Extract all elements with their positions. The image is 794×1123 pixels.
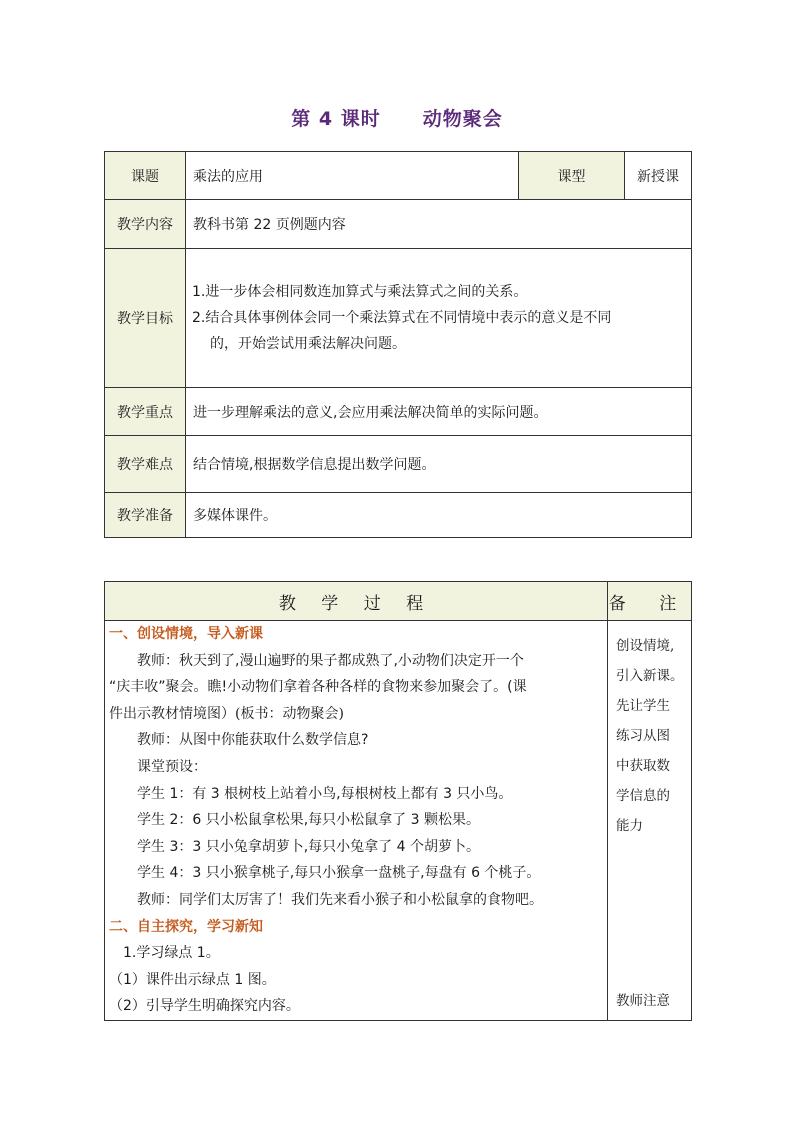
process-content <box>105 621 608 1021</box>
page-title <box>0 104 794 131</box>
note-line: 练习从图 <box>616 728 670 744</box>
type-label: 课型 <box>519 152 625 200</box>
process-line: 课堂预设： <box>137 758 207 775</box>
note-line: 能力 <box>616 818 643 834</box>
difficulty-label: 教学难点 <box>105 436 186 493</box>
content-value: 教科书第 22 页例题内容 <box>186 200 692 249</box>
process-line: “庆丰收”聚会。瞧!小动物们拿着各种各样的食物来参加聚会了。(课 <box>109 679 527 696</box>
process-line: 教师：从图中你能获取什么数学信息? <box>137 732 369 749</box>
lesson-info-table <box>104 151 692 538</box>
process-line: 教师：秋天到了,漫山遍野的果子都成熟了,小动物们决定开一个 <box>137 652 524 669</box>
process-header-row <box>105 582 692 621</box>
row-topic <box>105 152 692 200</box>
process-body-row <box>105 621 692 1021</box>
goal-line-2: 2.结合具体事例体会同一个乘法算式在不同情境中表示的意义是不同 <box>192 310 612 326</box>
process-line: 学生 4：3 只小猴拿桃子,每只小猴拿一盘桃子,每盘有 6 个桃子。 <box>137 865 541 882</box>
process-line: （2）引导学生明确探究内容。 <box>109 998 300 1015</box>
note-line: 中获取数 <box>616 758 670 774</box>
key-label: 教学重点 <box>105 388 186 436</box>
lesson-topic: 动物聚会 <box>422 108 503 130</box>
row-content <box>105 200 692 249</box>
topic-label: 课题 <box>105 152 186 200</box>
notes-content <box>608 621 692 1021</box>
preparation-label: 教学准备 <box>105 493 186 538</box>
note-line: 先让学生 <box>616 698 670 714</box>
process-header: 教 学 过 程 <box>105 582 608 621</box>
row-key <box>105 388 692 436</box>
note-line: 引入新课。 <box>616 668 684 684</box>
process-line: （1）课件出示绿点 1 图。 <box>109 971 276 988</box>
note-line: 学信息的 <box>616 788 670 804</box>
section-1-heading: 一、创设情境，导入新课 <box>109 626 263 642</box>
process-line: 教师：同学们太厉害了！我们先来看小猴子和小松鼠拿的食物吧。 <box>137 891 543 908</box>
difficulty-value: 结合情境,根据数学信息提出数学问题。 <box>186 436 692 493</box>
row-preparation <box>105 493 692 538</box>
goal-line-1: 1.进一步体会相同数连加算式与乘法算式之间的关系。 <box>192 284 528 300</box>
process-line: 件出示教材情境图）(板书：动物聚会) <box>109 705 344 722</box>
row-difficulty <box>105 436 692 493</box>
key-value: 进一步理解乘法的意义,会应用乘法解决简单的实际问题。 <box>186 388 692 436</box>
row-goals <box>105 249 692 388</box>
topic-value: 乘法的应用 <box>186 152 519 200</box>
notes-header: 备 注 <box>608 582 692 621</box>
note-line: 创设情境, <box>616 638 675 654</box>
process-line: 学生 2：6 只小松鼠拿松果,每只小松鼠拿了 3 颗松果。 <box>137 812 480 829</box>
goals-value <box>186 249 692 388</box>
teaching-process-table <box>104 581 692 1021</box>
section-2-heading: 二、自主探究，学习新知 <box>109 918 263 935</box>
preparation-value: 多媒体课件。 <box>186 493 692 538</box>
content-label: 教学内容 <box>105 200 186 249</box>
process-line: 1.学习绿点 1。 <box>123 945 220 962</box>
lesson-number: 第 4 课时 <box>291 108 381 130</box>
goals-label: 教学目标 <box>105 249 186 388</box>
process-line: 学生 3：3 只小兔拿胡萝卜,每只小兔拿了 4 个胡萝卜。 <box>137 838 480 855</box>
goal-line-3: 的，开始尝试用乘法解决问题。 <box>210 336 406 352</box>
note-bottom: 教师注意 <box>616 992 670 1009</box>
process-line: 学生 1：有 3 根树枝上站着小鸟,每根树枝上都有 3 只小鸟。 <box>137 785 513 802</box>
type-value: 新授课 <box>625 152 692 200</box>
